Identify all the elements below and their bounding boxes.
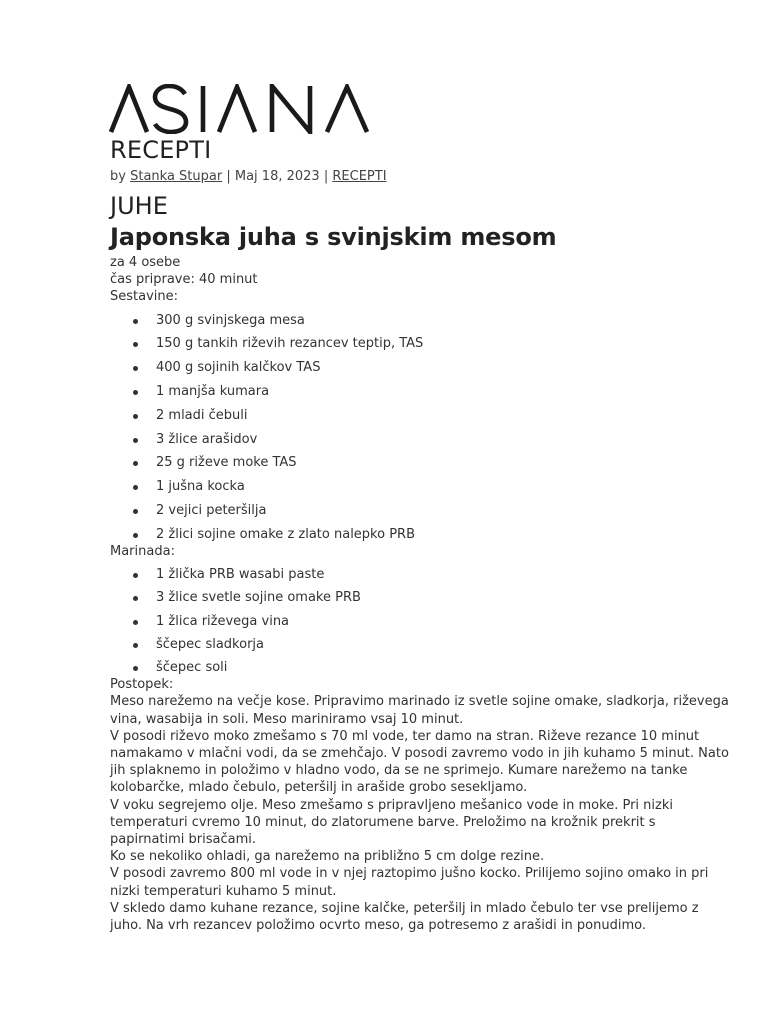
method-step: Meso narežemo na večje kose. Pripravimo marinado iz svetle sojine omake, sladkorja, riževega vina, wasabija in soli. Meso mariniramo vsaj 10 minut. — [110, 694, 729, 727]
ingredients-label: Sestavine: — [110, 289, 179, 305]
asiana-logo[interactable] — [109, 84, 371, 134]
list-item: ščepec soli — [156, 659, 730, 676]
method-step: Ko se nekoliko ohladi, ga narežemo na približno 5 cm dolge rezine. — [110, 849, 545, 865]
meta-separator: | — [323, 169, 329, 184]
category-link[interactable]: RECEPTI — [332, 169, 387, 184]
list-item: 2 vejici peteršilja — [156, 502, 730, 519]
list-item: 2 mladi čebuli — [156, 407, 730, 424]
post-meta — [110, 168, 730, 186]
meta-separator: | — [226, 169, 231, 184]
section-title: RECEPTI — [110, 136, 212, 164]
list-item: 1 manjša kumara — [156, 383, 730, 400]
marinade-label: Marinada: — [110, 543, 175, 559]
method-step: V voku segrejemo olje. Meso zmešamo s pripravljeno mešanico vode in moke. Pri nizki temperaturi cvremo 10 minut, do zlatorumene barve. Preložimo na krožnik prekrit s papirnatimi brisačami. — [110, 797, 673, 847]
list-item: 400 g sojinih kalčkov TAS — [156, 359, 730, 376]
list-item: 3 žlice arašidov — [156, 431, 730, 448]
list-item: 150 g tankih riževih rezancev teptip, TAS — [156, 335, 730, 352]
list-item: 1 žlička PRB wasabi paste — [156, 566, 730, 583]
post-date: Maj 18, 2023 — [234, 169, 320, 184]
list-item: 25 g riževe moke TAS — [156, 454, 730, 471]
list-item: 300 g svinjskega mesa — [156, 312, 730, 329]
recipe-title: Japonska juha s svinjskim mesom — [110, 223, 557, 251]
meta-by: by — [110, 169, 126, 184]
method-step: V posodi zavremo 800 ml vode in v njej raztopimo jušno kocko. Prilijemo sojino omako in pri nizki temperaturi kuhamo 5 minut. — [110, 866, 709, 899]
list-item: 1 jušna kocka — [156, 478, 730, 495]
prep-time: čas priprave: 40 minut — [110, 272, 258, 288]
list-item: 1 žlica riževega vina — [156, 613, 730, 630]
article — [110, 84, 730, 934]
list-item: 3 žlice svetle sojine omake PRB — [156, 589, 730, 606]
method-step: V posodi riževo moko zmešamo s 70 ml vode, ter damo na stran. Riževe rezance 10 minut namakamo v mlačni vodi, da se zmehčajo. V posodi zavremo vodo in jih kuhamo 5 minut. Nato jih splaknemo in položimo v hladno vodo, da se ne sprimejo. Kumare narežemo na tanke kolobarčke, mlado čebulo, peteršilj in arašide grobo sesekljamo. — [110, 728, 729, 796]
servings: za 4 osebe — [110, 255, 181, 270]
method-label: Postopek: — [110, 677, 174, 693]
method-step: V skledo damo kuhane rezance, sojine kalčke, peteršilj in mlado čebulo ter vse prelijemo z juho. Na vrh rezancev položimo ocvrto meso, ga potresemo z arašidi in ponudimo. — [110, 900, 699, 934]
list-item: ščepec sladkorja — [156, 636, 730, 653]
marinade-list — [110, 566, 730, 676]
recipe-category: JUHE — [110, 192, 168, 220]
ingredients-list — [110, 312, 730, 543]
list-item: 2 žlici sojine omake z zlato nalepko PRB — [156, 526, 730, 543]
author-link[interactable]: Stanka Stupar — [130, 169, 223, 184]
